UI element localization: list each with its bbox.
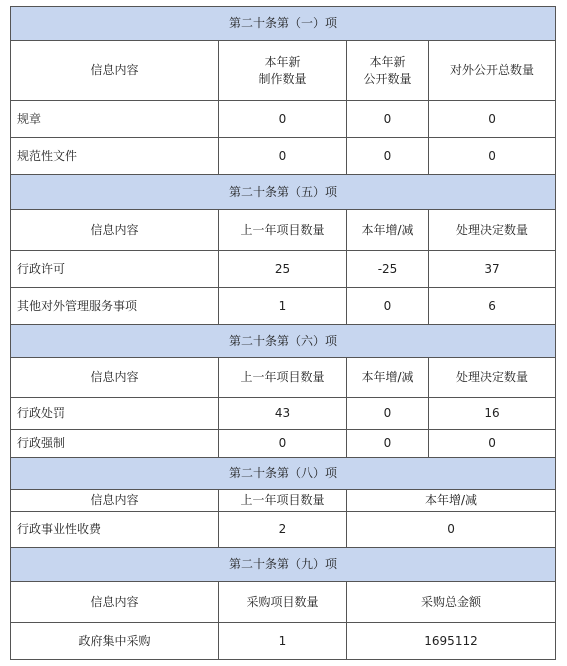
cell-value: 25 (219, 251, 347, 288)
section-header-5 (11, 175, 556, 210)
table-row (11, 512, 556, 548)
table-row (11, 398, 556, 430)
row-label: 规范性文件 (11, 138, 219, 175)
header-row (11, 41, 556, 101)
column-header: 本年增/减 (347, 358, 429, 398)
cell-value: 0 (219, 430, 347, 458)
row-label: 行政许可 (11, 251, 219, 288)
section-title: 第二十条第（一）项 (11, 7, 556, 41)
column-header: 信息内容 (11, 490, 219, 512)
cell-value: 0 (347, 101, 429, 138)
section-title: 第二十条第（八）项 (11, 458, 556, 490)
header-row (11, 210, 556, 251)
row-label: 规章 (11, 101, 219, 138)
header-row (11, 490, 556, 512)
cell-value: 16 (429, 398, 556, 430)
cell-value: 0 (347, 288, 429, 325)
cell-value: 0 (347, 512, 556, 548)
cell-value: 1 (219, 288, 347, 325)
cell-value: 43 (219, 398, 347, 430)
section-title: 第二十条第（五）项 (11, 175, 556, 210)
cell-value: 0 (347, 138, 429, 175)
column-header: 信息内容 (11, 41, 219, 101)
cell-value: -25 (347, 251, 429, 288)
column-header: 处理决定数量 (429, 210, 556, 251)
column-header: 处理决定数量 (429, 358, 556, 398)
column-header: 采购项目数量 (219, 582, 347, 623)
cell-value: 0 (219, 101, 347, 138)
cell-value: 0 (429, 138, 556, 175)
disclosure-table (10, 6, 556, 660)
column-header: 本年增/减 (347, 490, 556, 512)
column-header: 对外公开总数量 (429, 41, 556, 101)
column-header: 本年新 制作数量 (219, 41, 347, 101)
cell-value: 6 (429, 288, 556, 325)
column-header: 上一年项目数量 (219, 358, 347, 398)
column-header: 信息内容 (11, 582, 219, 623)
table-row (11, 430, 556, 458)
row-label: 行政强制 (11, 430, 219, 458)
section-header-6 (11, 325, 556, 358)
header-row (11, 358, 556, 398)
table-row (11, 288, 556, 325)
cell-value: 1695112 (347, 623, 556, 660)
section-header-1 (11, 7, 556, 41)
cell-value: 0 (347, 430, 429, 458)
column-header: 本年新 公开数量 (347, 41, 429, 101)
cell-value: 1 (219, 623, 347, 660)
cell-value: 2 (219, 512, 347, 548)
cell-value: 37 (429, 251, 556, 288)
header-row (11, 582, 556, 623)
section-header-9 (11, 548, 556, 582)
cell-value: 0 (219, 138, 347, 175)
section-header-8 (11, 458, 556, 490)
column-header: 信息内容 (11, 210, 219, 251)
column-header: 信息内容 (11, 358, 219, 398)
column-header: 采购总金额 (347, 582, 556, 623)
table-row (11, 251, 556, 288)
row-label: 行政事业性收费 (11, 512, 219, 548)
section-title: 第二十条第（六）项 (11, 325, 556, 358)
column-header: 本年增/减 (347, 210, 429, 251)
table-row (11, 101, 556, 138)
column-header: 上一年项目数量 (219, 490, 347, 512)
cell-value: 0 (347, 398, 429, 430)
row-label: 政府集中采购 (11, 623, 219, 660)
row-label: 行政处罚 (11, 398, 219, 430)
table-row (11, 138, 556, 175)
cell-value: 0 (429, 430, 556, 458)
table-row (11, 623, 556, 660)
cell-value: 0 (429, 101, 556, 138)
column-header: 上一年项目数量 (219, 210, 347, 251)
row-label: 其他对外管理服务事项 (11, 288, 219, 325)
section-title: 第二十条第（九）项 (11, 548, 556, 582)
